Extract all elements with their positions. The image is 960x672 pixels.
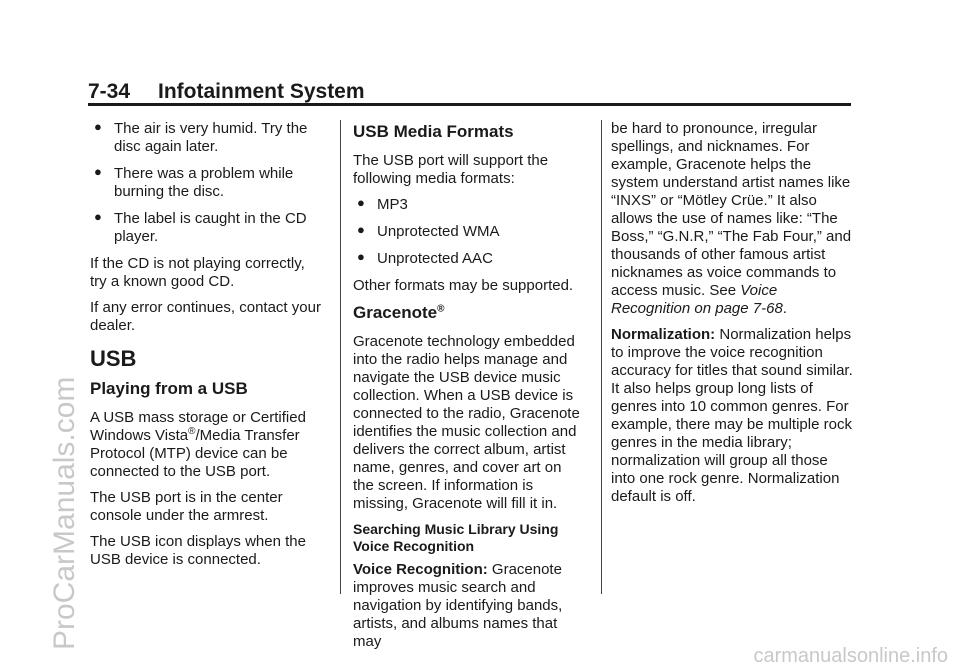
heading-usb: USB (90, 346, 137, 371)
column-2 (353, 120, 581, 659)
heading-usb-media-formats: USB Media Formats (353, 122, 514, 141)
paragraph: The USB icon displays when the USB device is connected. (90, 533, 306, 568)
paragraph: A USB mass storage or Certified Windows Vista®/Media Transfer Protocol (MTP) device can be connected to the USB port. (90, 409, 306, 480)
bullet-icon: ● (94, 164, 102, 179)
list-item: ● MP3 (357, 195, 408, 213)
heading-playing-from-usb: Playing from a USB (90, 379, 248, 398)
list-item: ● Unprotected AAC (357, 249, 493, 267)
section-title: Infotainment System (158, 80, 365, 103)
bullet-icon: ● (357, 195, 365, 210)
paragraph: If the CD is not playing correctly, try a known good CD. (90, 255, 305, 290)
column-3 (611, 120, 855, 514)
list-item: ● The air is very humid. Try the disc again later. (94, 119, 308, 155)
bullet-icon: ● (94, 209, 102, 224)
bullet-icon: ● (94, 119, 102, 134)
watermark-procarmanuals: ProCarManuals.com (48, 376, 81, 650)
paragraph: Voice Recognition: Gracenote improves music search and navigation by identifying bands, artists, and albums names that may (353, 561, 563, 650)
bullet-icon: ● (357, 249, 365, 264)
paragraph: Other formats may be supported. (353, 277, 574, 294)
paragraph: Normalization: Normalization helps to improve the voice recognition accuracy for titles that sound similar. It also helps group long lists of genres into 10 common genres. For example, there may be multiple rock genres in the media library; normalization will group all those into one rock genre. Normalization default is off. (611, 326, 853, 505)
paragraph: The USB port is in the center console under the armrest. (90, 489, 283, 524)
column-divider (340, 120, 341, 594)
heading-searching-music-library: Searching Music Library Using Voice Recognition (353, 521, 559, 554)
watermark-carmanualsonline: carmanualsonline.info (753, 645, 948, 667)
heading-gracenote: Gracenote® (353, 303, 445, 322)
list-item: ● Unprotected WMA (357, 222, 500, 240)
page-number: 7-34 (88, 80, 131, 103)
paragraph: If any error continues, contact your dealer. (90, 299, 321, 334)
column-1 (90, 120, 325, 577)
cross-reference-link: Voice Recognition on page 7-68 (611, 282, 783, 317)
bullet-icon: ● (357, 222, 365, 237)
paragraph: The USB port will support the following media formats: (353, 152, 549, 187)
list-item: ● The label is caught in the CD player. (94, 209, 307, 245)
paragraph: Gracenote technology embedded into the radio helps manage and navigate the USB device music collection. When a USB device is connected to the radio, Gracenote identifies the music collection and delivers the correct album, artist name, genres, and cover art on the screen. If information is missing, Gracenote will fill it in. (353, 333, 580, 512)
list-item: ● There was a problem while burning the disc. (94, 164, 294, 200)
paragraph: be hard to pronounce, irregular spellings, and nicknames. For example, Gracenote helps the system understand artist names like “INXS” or “Mötley Crüe.” It also allows the use of names like: “The Boss,” “G.N.R,” “The Fab Four,” and thousands of other famous artist nicknames as voice commands to access music. See Voice Recognition on page 7-68. (611, 120, 852, 317)
column-divider (601, 120, 602, 594)
header-rule (88, 103, 851, 106)
